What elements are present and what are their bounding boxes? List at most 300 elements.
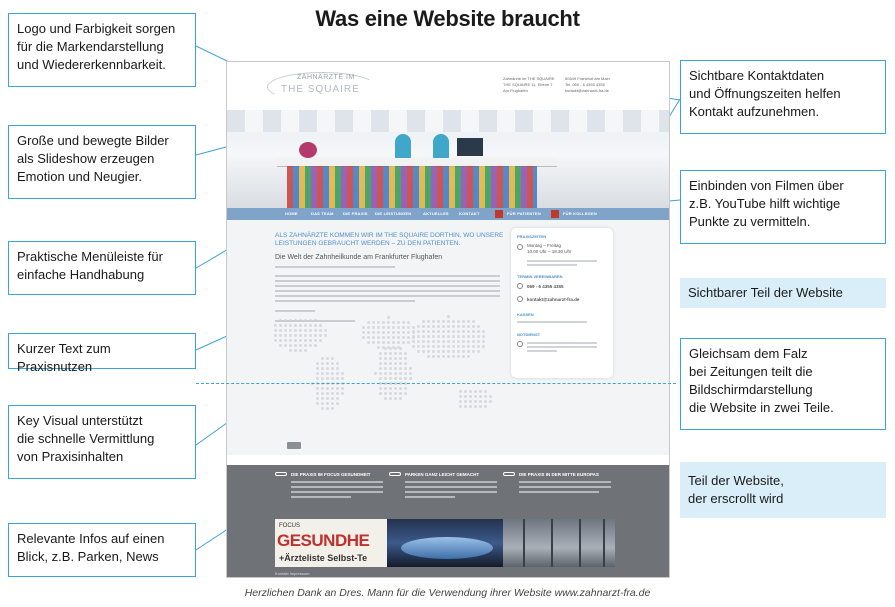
teaser-icon	[275, 472, 287, 476]
map-dot	[427, 345, 430, 348]
map-dot	[309, 334, 312, 337]
map-dot	[336, 362, 339, 365]
map-dot	[389, 347, 392, 350]
map-dot	[407, 321, 410, 324]
text-line	[405, 491, 497, 493]
map-dot	[472, 345, 475, 348]
map-dot	[462, 330, 465, 333]
map-dot	[397, 336, 400, 339]
map-dot	[462, 345, 465, 348]
map-marker	[287, 442, 301, 449]
map-dot	[484, 395, 487, 398]
thumb-headline: GESUNDHE	[277, 531, 370, 550]
map-dot	[279, 329, 282, 332]
map-dot	[299, 334, 302, 337]
map-dot	[399, 352, 402, 355]
map-dot	[331, 367, 334, 370]
map-dot	[427, 350, 430, 353]
map-dot	[467, 340, 470, 343]
map-dot	[432, 325, 435, 328]
map-dot	[422, 330, 425, 333]
map-dot	[331, 392, 334, 395]
nav-item-team[interactable]: DAS TEAM	[311, 211, 334, 216]
nav-item-patienten[interactable]: FÜR PATIENTEN	[507, 211, 542, 216]
map-dot	[417, 330, 420, 333]
text-line	[519, 486, 611, 488]
map-dot	[404, 357, 407, 360]
map-dot	[299, 349, 302, 352]
map-dot	[384, 397, 387, 400]
map-dot	[432, 355, 435, 358]
map-dot	[412, 330, 415, 333]
teaser-icon	[503, 472, 515, 476]
map-dot	[384, 377, 387, 380]
map-dot	[316, 367, 319, 370]
text-line	[527, 346, 597, 348]
map-dot	[284, 339, 287, 342]
map-dot	[389, 397, 392, 400]
map-dot	[479, 395, 482, 398]
map-dot	[294, 349, 297, 352]
hero-person	[433, 134, 449, 160]
map-dot	[459, 400, 462, 403]
map-dot	[457, 325, 460, 328]
text-line	[519, 481, 611, 483]
hero-slideshow[interactable]	[227, 110, 669, 208]
map-dot	[394, 387, 397, 390]
map-dot	[382, 321, 385, 324]
site-headline: ALS ZAHNÄRZTE KOMMEN WIR IM THE SQUAIRE DORTHIN, WO UNSERE LEISTUNGEN GEBRAUCHT WERDEN – ZU DEN PATIENTEN.	[275, 232, 504, 247]
map-dot	[464, 400, 467, 403]
map-dot	[331, 402, 334, 405]
map-dot	[367, 321, 370, 324]
map-dot	[367, 341, 370, 344]
text-line	[275, 290, 500, 292]
map-dot	[452, 340, 455, 343]
map-dot	[427, 325, 430, 328]
nav-item-leistungen[interactable]: DIE LEISTUNGEN	[375, 211, 412, 216]
beam	[523, 519, 525, 567]
map-dot	[379, 372, 382, 375]
map-dot	[467, 325, 470, 328]
map-dot	[442, 355, 445, 358]
map-dot	[447, 345, 450, 348]
map-dot	[384, 372, 387, 375]
map-dot	[384, 362, 387, 365]
map-dot	[324, 329, 327, 332]
map-dot	[294, 324, 297, 327]
map-dot	[289, 344, 292, 347]
map-dot	[382, 326, 385, 329]
map-dot	[394, 357, 397, 360]
map-dot	[321, 387, 324, 390]
map-dot	[387, 341, 390, 344]
site-subhead: Die Welt der Zahnheilkunde am Frankfurter Flughafen	[275, 254, 443, 261]
map-dot	[309, 339, 312, 342]
credit-line: Herzlichen Dank an Dres. Mann für die Verwendung ihrer Website www.zahnarzt-fra.de	[244, 587, 651, 599]
map-dot	[459, 395, 462, 398]
nav-item-kontakt[interactable]: KONTAKT	[459, 211, 480, 216]
map-dot	[341, 377, 344, 380]
map-dot	[367, 336, 370, 339]
map-dot	[399, 367, 402, 370]
sidebar-card	[511, 228, 613, 378]
thumb-subline: +Ärzteliste Selbst-Te	[279, 553, 368, 563]
sidebar-email[interactable]: kontakt@zahnarzt-fra.de	[527, 297, 580, 302]
nav-item-praxis[interactable]: DIE PRAXIS	[343, 211, 368, 216]
map-dot	[447, 355, 450, 358]
map-dot	[467, 345, 470, 348]
text-line	[527, 264, 577, 266]
teaser-heading-europe[interactable]: DIE PRAXIS IN DER MITTE EUROPAS	[519, 472, 599, 477]
colleagues-icon	[551, 210, 559, 218]
map-dot	[324, 334, 327, 337]
map-dot	[377, 321, 380, 324]
map-dot	[321, 392, 324, 395]
map-dot	[319, 324, 322, 327]
map-dot	[389, 392, 392, 395]
map-dot	[331, 372, 334, 375]
map-dot	[377, 326, 380, 329]
map-dot	[392, 331, 395, 334]
map-dot	[402, 331, 405, 334]
map-dot	[321, 362, 324, 365]
map-dot	[432, 330, 435, 333]
callout-key-visual: Key Visual unterstützt die schnelle Vermittlung von Praxisinhalten	[8, 405, 196, 479]
map-dot	[336, 387, 339, 390]
text-line	[275, 285, 500, 287]
map-dot	[377, 331, 380, 334]
map-dot	[404, 377, 407, 380]
map-dot	[294, 334, 297, 337]
sidebar-heading-notdienst: NOTDIENST	[517, 332, 541, 337]
text-line	[291, 486, 383, 488]
nav-item-aktuelles[interactable]: AKTUELLES	[423, 211, 449, 216]
map-dot	[384, 367, 387, 370]
map-dot	[377, 336, 380, 339]
map-dot	[407, 331, 410, 334]
map-dot	[422, 340, 425, 343]
map-dot	[321, 377, 324, 380]
map-dot	[314, 329, 317, 332]
map-dot	[452, 355, 455, 358]
map-dot	[409, 372, 412, 375]
map-dot	[469, 395, 472, 398]
map-dot	[304, 349, 307, 352]
map-dot	[437, 325, 440, 328]
text-line	[275, 280, 500, 282]
patients-icon	[495, 210, 503, 218]
map-dot	[316, 387, 319, 390]
map-dot	[467, 355, 470, 358]
map-dot	[279, 324, 282, 327]
text-line	[405, 496, 455, 498]
map-dot	[474, 395, 477, 398]
text-line	[517, 321, 587, 323]
map-dot	[457, 355, 460, 358]
map-dot	[432, 350, 435, 353]
map-dot	[409, 367, 412, 370]
map-dot	[402, 341, 405, 344]
map-dot	[402, 326, 405, 329]
map-dot	[336, 372, 339, 375]
map-dot	[462, 325, 465, 328]
map-dot	[482, 340, 485, 343]
map-dot	[384, 357, 387, 360]
callout-menu: Praktische Menüleiste für einfache Handhabung	[8, 241, 196, 295]
map-dot	[389, 377, 392, 380]
map-dot	[462, 355, 465, 358]
text-line	[275, 320, 355, 322]
map-dot	[299, 329, 302, 332]
map-dot	[316, 397, 319, 400]
map-dot	[402, 321, 405, 324]
site-content	[227, 220, 669, 455]
map-dot	[447, 330, 450, 333]
hero-flowers	[299, 142, 317, 158]
map-dot	[472, 320, 475, 323]
map-dot	[314, 339, 317, 342]
map-dot	[389, 367, 392, 370]
map-dot	[309, 324, 312, 327]
map-dot	[437, 350, 440, 353]
map-dot	[477, 350, 480, 353]
map-dot	[459, 390, 462, 393]
map-dot	[402, 336, 405, 339]
map-dot	[394, 352, 397, 355]
callout-contact: Sichtbare Kontaktdaten und Öffnungszeiten helfen Kontakt aufzunehmen.	[680, 60, 886, 134]
map-dot	[479, 405, 482, 408]
map-dot	[459, 405, 462, 408]
text-line	[527, 260, 597, 262]
map-dot	[284, 324, 287, 327]
map-dot	[326, 372, 329, 375]
map-dot	[284, 334, 287, 337]
sidebar-heading-kassen: KASSEN	[517, 312, 534, 317]
sidebar-phone[interactable]: 069 - 6 4355 4355	[527, 284, 564, 289]
map-dot	[437, 355, 440, 358]
text-line	[291, 496, 351, 498]
map-dot	[462, 340, 465, 343]
map-dot	[392, 321, 395, 324]
map-dot	[387, 331, 390, 334]
map-dot	[326, 402, 329, 405]
map-dot	[432, 340, 435, 343]
map-dot	[316, 362, 319, 365]
map-dot	[437, 320, 440, 323]
mail-icon	[517, 296, 523, 302]
thumb-interior[interactable]	[503, 519, 615, 567]
map-dot	[472, 335, 475, 338]
map-dot	[289, 334, 292, 337]
map-dot	[379, 352, 382, 355]
text-line	[275, 275, 500, 277]
map-dot	[389, 387, 392, 390]
map-dot	[464, 405, 467, 408]
map-dot	[341, 392, 344, 395]
map-dot	[489, 400, 492, 403]
map-dot	[299, 344, 302, 347]
map-dot	[379, 362, 382, 365]
map-dot	[377, 346, 380, 349]
map-dot	[409, 377, 412, 380]
map-dot	[462, 350, 465, 353]
map-dot	[427, 320, 430, 323]
map-dot	[452, 350, 455, 353]
map-dot	[379, 387, 382, 390]
logo-text-top: ZAHNÄRZTE IM	[297, 74, 355, 81]
site-footer-links[interactable]: Kontakt Impressum	[275, 571, 310, 576]
beam	[603, 519, 605, 567]
site-nav	[227, 208, 669, 220]
hero-counter	[287, 166, 537, 208]
map-dot	[394, 362, 397, 365]
map-dot	[457, 340, 460, 343]
map-dot	[319, 334, 322, 337]
map-dot	[279, 334, 282, 337]
map-dot	[442, 330, 445, 333]
map-dot	[412, 340, 415, 343]
map-dot	[474, 400, 477, 403]
map-dot	[326, 387, 329, 390]
map-dot	[294, 329, 297, 332]
map-dot	[427, 330, 430, 333]
site-teaser-area	[227, 465, 669, 578]
map-dot	[467, 350, 470, 353]
teaser-icon	[389, 472, 401, 476]
map-dot	[274, 324, 277, 327]
map-dot	[407, 341, 410, 344]
map-dot	[341, 387, 344, 390]
site-header	[227, 62, 669, 110]
map-dot	[331, 362, 334, 365]
map-dot	[289, 339, 292, 342]
map-dot	[387, 326, 390, 329]
map-dot	[482, 330, 485, 333]
map-dot	[452, 330, 455, 333]
hero-monitor	[457, 138, 483, 156]
map-dot	[389, 362, 392, 365]
text-line	[527, 342, 597, 344]
map-dot	[442, 340, 445, 343]
map-dot	[367, 331, 370, 334]
map-dot	[432, 335, 435, 338]
map-dot	[452, 325, 455, 328]
map-dot	[404, 367, 407, 370]
map-dot	[279, 344, 282, 347]
map-dot	[321, 367, 324, 370]
map-dot	[427, 335, 430, 338]
map-dot	[326, 377, 329, 380]
map-dot	[477, 345, 480, 348]
nav-item-home[interactable]: HOME	[285, 211, 298, 216]
map-dot	[299, 324, 302, 327]
callout-scrolled-part: Teil der Website, der erscrollt wird	[680, 462, 886, 518]
sidebar-heading-appointment: TERMIN VEREINBAREN	[517, 274, 563, 279]
map-dot	[392, 336, 395, 339]
map-dot	[274, 329, 277, 332]
map-dot	[374, 372, 377, 375]
map-dot	[274, 334, 277, 337]
thumb-building-night[interactable]	[387, 519, 503, 567]
teaser-heading-parking[interactable]: PARKEN GANZ LEICHT GEMACHT	[405, 472, 480, 477]
emergency-icon	[517, 341, 523, 347]
map-dot	[379, 377, 382, 380]
map-dot	[399, 397, 402, 400]
map-dot	[442, 345, 445, 348]
map-dot	[389, 372, 392, 375]
map-dot	[336, 397, 339, 400]
map-dot	[432, 320, 435, 323]
map-dot	[469, 390, 472, 393]
map-dot	[279, 339, 282, 342]
hero-person	[395, 134, 411, 160]
map-dot	[464, 395, 467, 398]
map-dot	[404, 392, 407, 395]
map-dot	[482, 335, 485, 338]
map-dot	[474, 390, 477, 393]
hero-ceiling	[227, 110, 669, 132]
map-dot	[472, 325, 475, 328]
map-dot	[289, 329, 292, 332]
map-dot	[299, 339, 302, 342]
map-dot	[447, 340, 450, 343]
map-dot	[447, 350, 450, 353]
map-dot	[309, 344, 312, 347]
map-dot	[326, 397, 329, 400]
header-contact-phone: 60549 Frankfurt am Main Tel. 069 - 6 4355 4355 kontakt@zahnarzt-fra.de	[565, 76, 610, 93]
map-dot	[387, 336, 390, 339]
map-dot	[427, 340, 430, 343]
map-dot	[394, 377, 397, 380]
map-dot	[479, 400, 482, 403]
map-dot	[472, 340, 475, 343]
fold-line	[196, 383, 676, 384]
map-dot	[477, 330, 480, 333]
map-dot	[422, 335, 425, 338]
map-dot	[326, 392, 329, 395]
text-line	[275, 266, 395, 268]
map-dot	[319, 329, 322, 332]
map-dot	[392, 341, 395, 344]
map-dot	[289, 349, 292, 352]
map-dot	[379, 367, 382, 370]
map-dot	[394, 397, 397, 400]
map-dot	[412, 326, 415, 329]
thumb-focus-magazine[interactable]	[275, 519, 387, 567]
website-mockup	[226, 61, 670, 578]
nav-item-kollegen[interactable]: FÜR KOLLEGEN	[563, 211, 597, 216]
teaser-heading-focus[interactable]: DIE PRAXIS IM FOCUS GESUNDHEIT	[291, 472, 371, 477]
map-dot	[394, 367, 397, 370]
map-dot	[404, 362, 407, 365]
map-dot	[447, 325, 450, 328]
map-dot	[447, 335, 450, 338]
text-line	[275, 310, 315, 312]
map-dot	[304, 334, 307, 337]
map-dot	[304, 324, 307, 327]
map-dot	[399, 377, 402, 380]
map-dot	[326, 367, 329, 370]
map-dot	[331, 377, 334, 380]
map-dot	[304, 344, 307, 347]
map-dot	[362, 336, 365, 339]
map-dot	[437, 340, 440, 343]
thumb-brand: FOCUS	[279, 523, 300, 529]
map-dot	[379, 357, 382, 360]
header-contact-address: Zahnärzte im THE SQUAIRE THE SQUAIRE 11, Ebene 7 Am Flughafen	[503, 76, 555, 93]
map-dot	[404, 387, 407, 390]
